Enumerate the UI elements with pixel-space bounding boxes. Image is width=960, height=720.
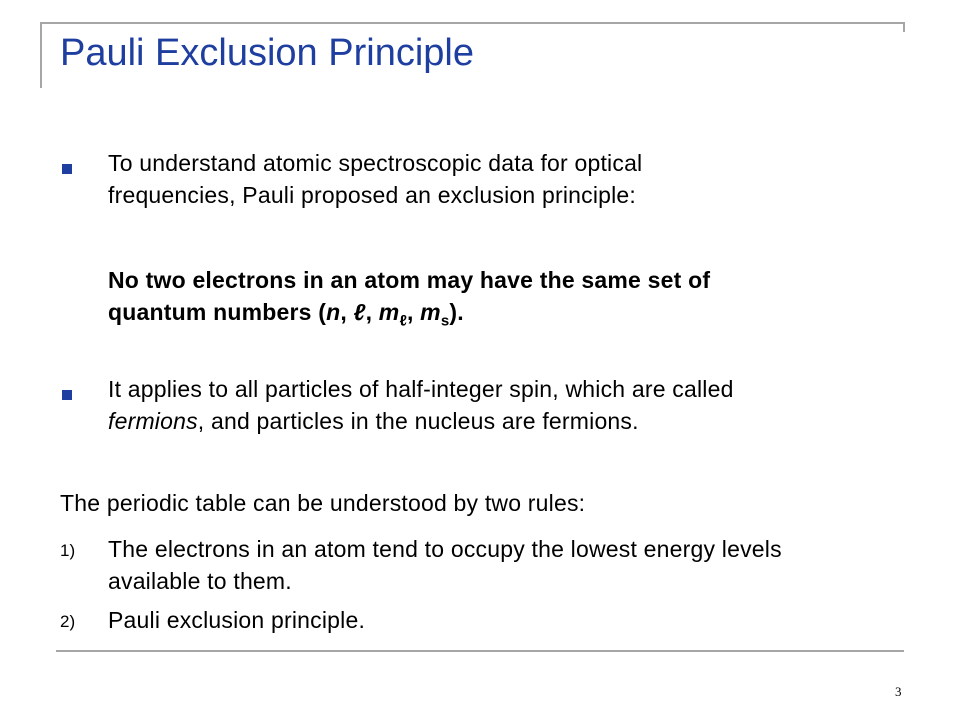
quantum-ms-subscript: s (440, 312, 450, 330)
statement-prefix: quantum numbers ( (108, 299, 327, 325)
bullet-2-text (108, 373, 734, 437)
footer-rule (56, 650, 904, 652)
frame-right-tick (903, 22, 905, 32)
bullet-2-line-2-rest: , and particles in the nucleus are fermions. (197, 408, 639, 434)
rule-2-text: Pauli exclusion principle. (108, 607, 366, 633)
quantum-l: ℓ (353, 299, 366, 325)
rule-1-number: 1) (60, 541, 76, 560)
rule-1-line-1: The electrons in an atom tend to occupy the lowest energy levels (108, 536, 782, 562)
statement-sep-2: , (365, 299, 379, 325)
bullet-marker-2 (62, 390, 72, 400)
slide-title: Pauli Exclusion Principle (60, 32, 474, 74)
statement-sep-1: , (340, 299, 354, 325)
quantum-ml-subscript: ℓ (399, 312, 407, 330)
bullet-2-line-1: It applies to all particles of half-integer spin, which are called (108, 376, 734, 402)
quantum-ms: m (420, 299, 441, 325)
frame-left-border (40, 22, 42, 88)
statement-suffix: ). (449, 299, 464, 325)
bullet-1-text (108, 147, 642, 211)
quantum-n: n (326, 299, 341, 325)
statement-line-1: No two electrons in an atom may have the same set of (108, 267, 711, 293)
rule-2-number: 2) (60, 612, 76, 631)
exclusion-statement (108, 264, 710, 338)
fermions-term: fermions (108, 408, 198, 434)
rule-1-text (108, 533, 782, 597)
page-number: 3 (895, 684, 902, 699)
statement-sep-3: , (406, 299, 421, 325)
rules-intro: The periodic table can be understood by two rules: (60, 490, 586, 516)
bullet-1-line-1: To understand atomic spectroscopic data for optical (108, 150, 643, 176)
statement-line-2 (108, 296, 710, 338)
rule-1-line-2: available to them. (108, 568, 292, 594)
bullet-1-line-2: frequencies, Pauli proposed an exclusion principle: (108, 182, 637, 208)
bullet-marker-1 (62, 164, 72, 174)
frame-top-border (40, 22, 904, 24)
quantum-ml: m (378, 299, 400, 325)
bullet-2-line-2 (108, 405, 734, 437)
